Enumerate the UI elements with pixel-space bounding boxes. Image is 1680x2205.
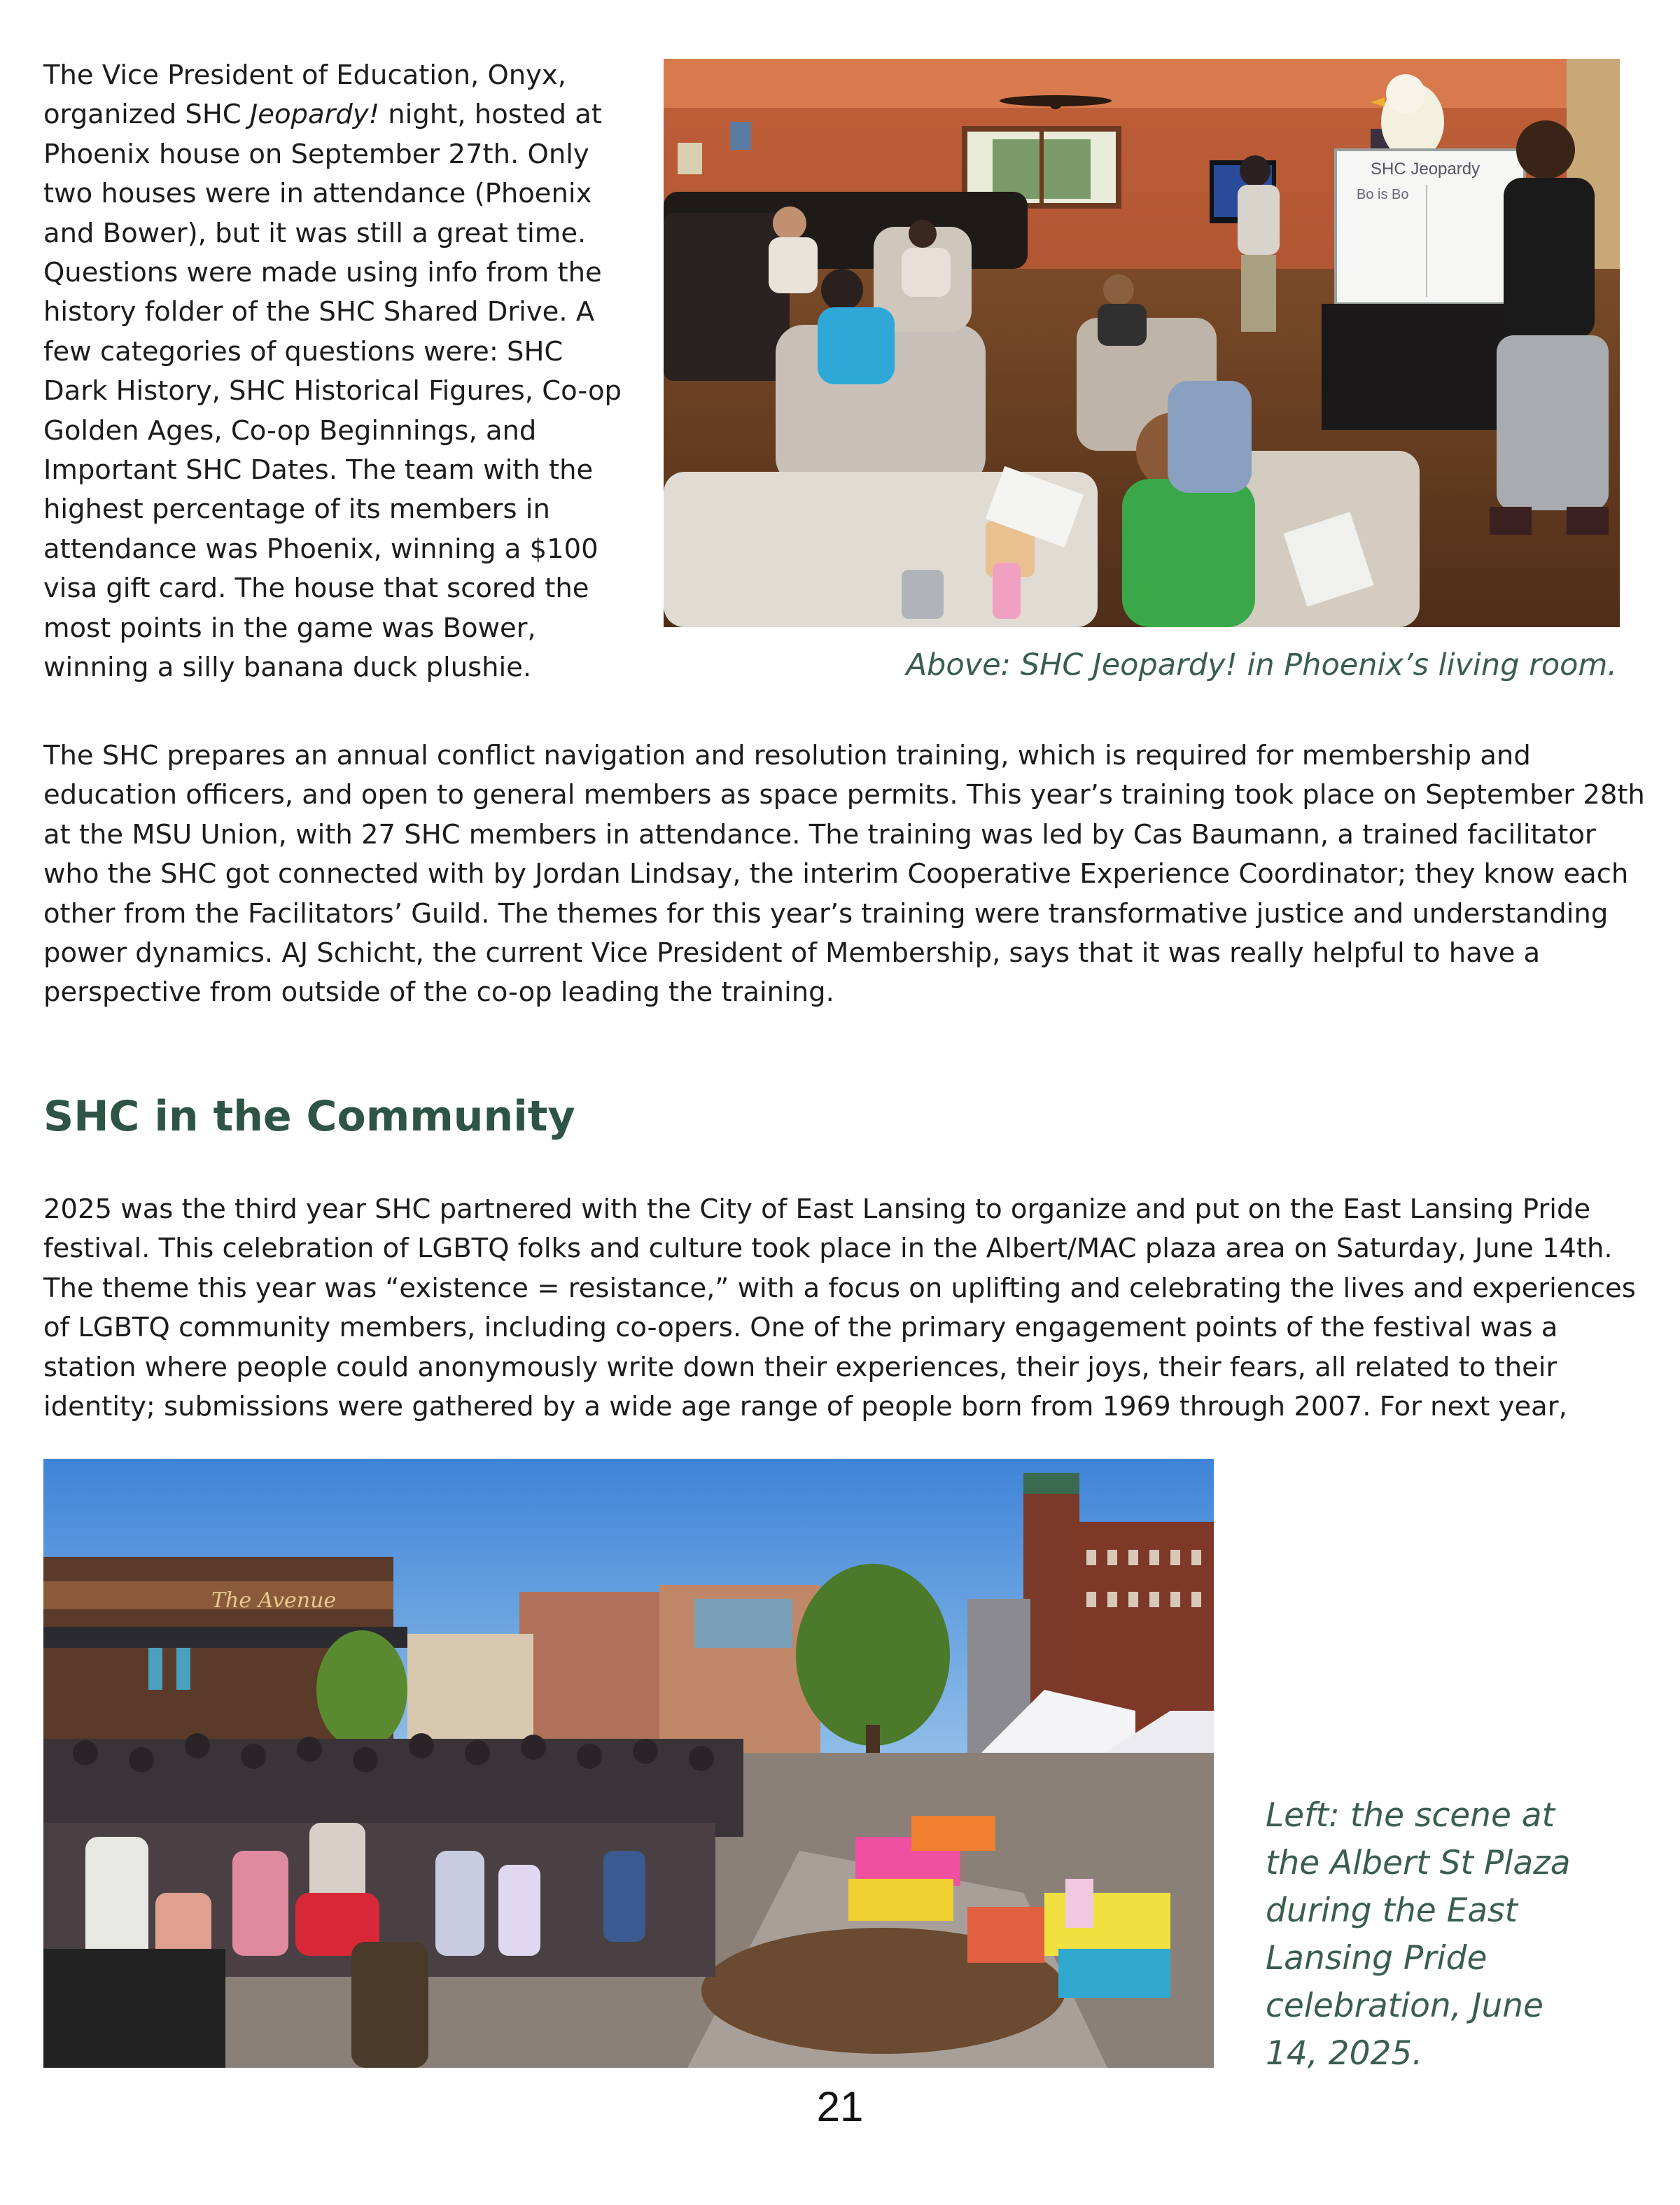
jeopardy-caption: Above: SHC Jeopardy! in Phoenix’s living room. bbox=[906, 648, 1617, 682]
whiteboard-title: SHC Jeopardy bbox=[1371, 160, 1480, 178]
page-number: 21 bbox=[816, 2083, 864, 2130]
building-sign: The Avenue bbox=[211, 1588, 337, 1613]
jeopardy-photo bbox=[664, 59, 1620, 627]
intro-text-end: night, hosted at Phoenix house on September 27th. Only two houses were in attendance (Phoenix and Bower), but it was still a great time. Questions were made using info from the history folder of the SHC Shared Drive. A few categories of questions were: SHC Dark History, SHC Historical Figures, Co-op Golden Ages, Co-op Beginnings, and Important SHC Dates. The team with the highest percentage of its members in attendance was Phoenix, winning a $100 visa gift card. The house that scored the most points in the game was Bower, winning a silly banana duck plushie. bbox=[43, 99, 622, 684]
intro-paragraph bbox=[43, 56, 631, 688]
whiteboard-columns: Bo is Bo bbox=[1357, 187, 1409, 202]
section-heading: SHC in the Community bbox=[43, 1092, 575, 1141]
pride-caption: Left: the scene at the Albert St Plaza during the East Lansing Pride celebration, June 14, 2025. bbox=[1266, 1796, 1571, 2073]
pride-paragraph: 2025 was the third year SHC partnered with the City of East Lansing to organize and put on the East Lansing Pride festival. This celebration of LGBTQ folks and culture took place in the Albert/MAC plaza area on Saturday, June 14th. The theme this year was “existence = resistance,” with a focus on uplifting and celebrating the lives and experiences of LGBTQ community members, including co-opers. One of the primary engagement points of the festival was a station where people could anonymously write down their experiences, their joys, their fears, all related to their identity; submissions were gathered by a wide age range of people born from 1969 through 2007. For next year, bbox=[43, 1194, 1636, 1423]
training-paragraph: The SHC prepares an annual conflict navigation and resolution training, which is required for membership and education officers, and open to general members as space permits. This year’s training took place on September 28th at the MSU Union, with 27 SHC members in attendance. The training was led by Cas Baumann, a trained facilitator who the SHC got connected with by Jordan Lindsay, the interim Cooperative Experience Coordinator; they know each other from the Facilitators’ Guild. The themes for this year’s training were transformative justice and understanding power dynamics. AJ Schicht, the current Vice President of Membership, says that it was really helpful to have a perspective from outside of the co-op leading the training. bbox=[43, 740, 1645, 1009]
pride-festival-photo bbox=[43, 1459, 1214, 2068]
intro-text-start: The Vice President of Education, Onyx, organized SHC bbox=[43, 59, 566, 131]
jeopardy-italic: Jeopardy! bbox=[249, 99, 380, 131]
